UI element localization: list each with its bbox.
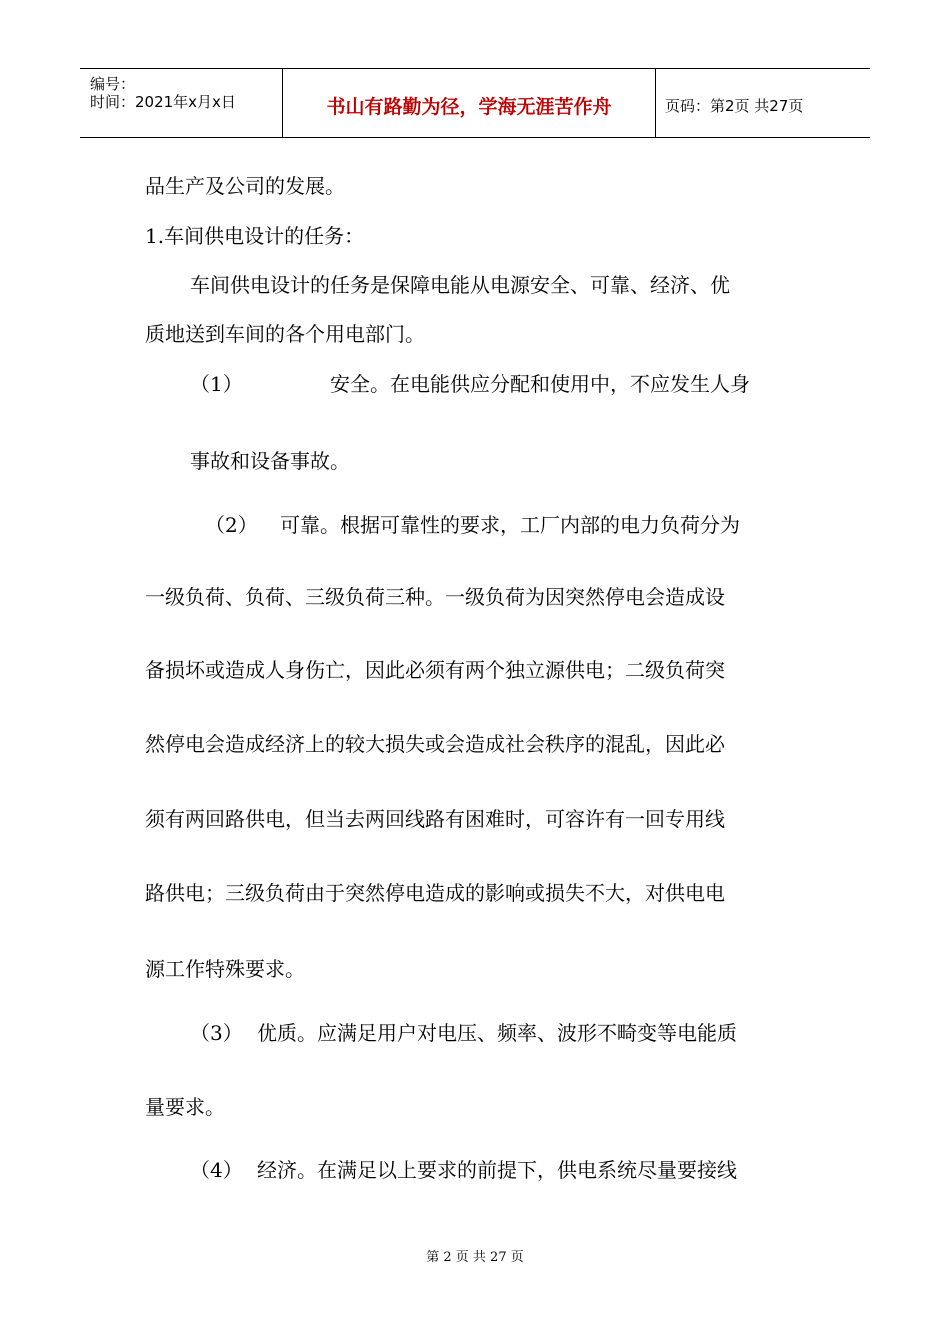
header-motto: 书山有路勤为径，学海无涯苦作舟 bbox=[326, 96, 612, 118]
header-page-cell bbox=[655, 69, 870, 137]
text-line: 优质。应满足用户对电压、频率、波形不畸变等电能质 bbox=[257, 1021, 737, 1045]
list-marker: （1） bbox=[190, 372, 243, 396]
header-motto-cell bbox=[282, 69, 656, 137]
header-meta bbox=[80, 69, 282, 137]
number-label: 编号： bbox=[90, 75, 136, 93]
header-page-info: 页码：第2页 共27页 bbox=[665, 97, 804, 115]
text-line: 安全。在电能供应分配和使用中，不应发生人身 bbox=[330, 372, 750, 396]
list-marker: （4） bbox=[190, 1158, 243, 1182]
text-line: 一级负荷、负荷、三级负荷三种。一级负荷为因突然停电会造成设 bbox=[145, 585, 725, 609]
list-marker: （2） bbox=[205, 513, 258, 537]
text-line: 备损坏或造成人身伤亡，因此必须有两个独立源供电；二级负荷突 bbox=[145, 658, 725, 682]
text-line: 须有两回路供电，但当去两回线路有困难时，可容许有一回专用线 bbox=[145, 807, 725, 831]
text-line: 可靠。根据可靠性的要求，工厂内部的电力负荷分为 bbox=[280, 513, 740, 537]
text-line: 事故和设备事故。 bbox=[190, 449, 350, 473]
text-line: 品生产及公司的发展。 bbox=[145, 174, 345, 198]
text-line: 然停电会造成经济上的较大损失或会造成社会秩序的混乱，因此必 bbox=[145, 732, 725, 756]
text-line: 源工作特殊要求。 bbox=[145, 957, 305, 981]
text-line: 车间供电设计的任务是保障电能从电源安全、可靠、经济、优 bbox=[190, 273, 730, 297]
section-heading: 1.车间供电设计的任务： bbox=[145, 224, 365, 248]
text-line: 经济。在满足以上要求的前提下，供电系统尽量要接线 bbox=[257, 1158, 737, 1182]
text-line: 量要求。 bbox=[145, 1095, 225, 1119]
page-footer: 第 2 页 共 27 页 bbox=[426, 1250, 524, 1265]
list-marker: （3） bbox=[190, 1021, 243, 1045]
text-line: 路供电；三级负荷由于突然停电造成的影响或损失不大，对供电电 bbox=[145, 881, 725, 905]
page-header bbox=[80, 68, 870, 138]
time-label: 时间：2021年x月x日 bbox=[90, 93, 236, 111]
text-line: 质地送到车间的各个用电部门。 bbox=[145, 322, 425, 346]
